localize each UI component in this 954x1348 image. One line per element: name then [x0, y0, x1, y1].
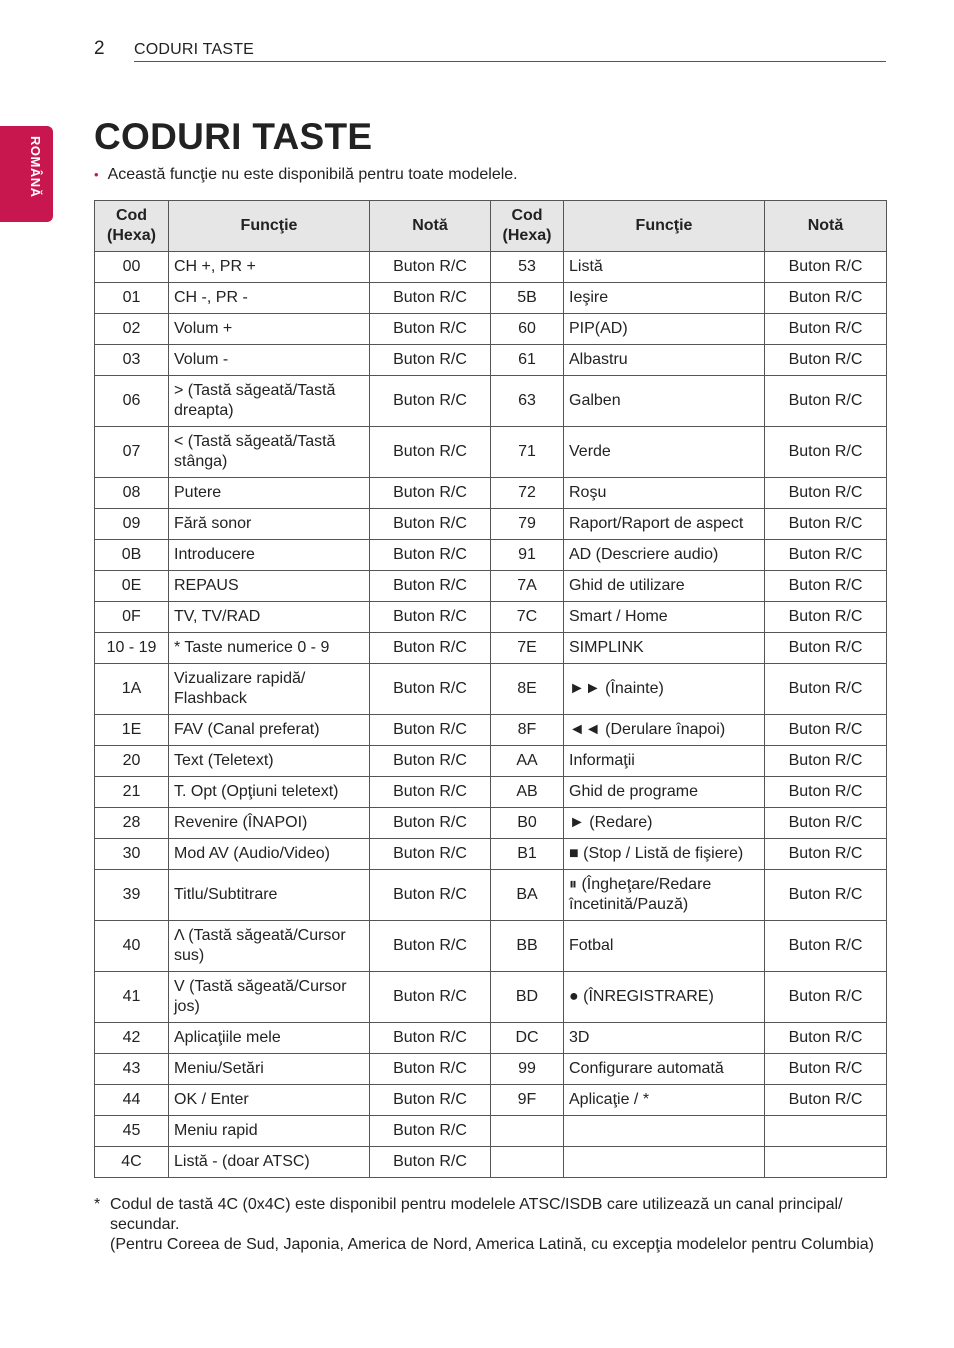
- cell-code: [491, 1147, 564, 1178]
- cell-code: 60: [491, 314, 564, 345]
- cell-note: Buton R/C: [765, 345, 887, 376]
- cell-function: Putere: [169, 478, 370, 509]
- cell-note: Buton R/C: [370, 870, 491, 921]
- cell-code: 30: [95, 839, 169, 870]
- table-row: [95, 376, 887, 427]
- cell-function: Meniu/Setări: [169, 1054, 370, 1085]
- cell-note: Buton R/C: [370, 1023, 491, 1054]
- table-row: [95, 777, 887, 808]
- cell-function: Ieşire: [564, 283, 765, 314]
- footnote: [94, 1195, 884, 1255]
- cell-code: 4C: [95, 1147, 169, 1178]
- running-header: CODURI TASTE: [134, 41, 255, 58]
- cell-function: Informaţii: [564, 746, 765, 777]
- header-note-2: Notă: [765, 201, 887, 252]
- table-row: [95, 540, 887, 571]
- cell-note: Buton R/C: [370, 1116, 491, 1147]
- cell-code: 01: [95, 283, 169, 314]
- cell-function: Vizualizare rapidă/ Flashback: [169, 664, 370, 715]
- cell-note: Buton R/C: [370, 633, 491, 664]
- cell-function: ► (Redare): [564, 808, 765, 839]
- cell-function: V (Tastă săgeată/Cursor jos): [169, 972, 370, 1023]
- cell-code: 07: [95, 427, 169, 478]
- cell-function: Fără sonor: [169, 509, 370, 540]
- cell-code: 8F: [491, 715, 564, 746]
- cell-function: ◄◄ (Derulare înapoi): [564, 715, 765, 746]
- page-number: 2: [94, 38, 105, 59]
- cell-function: Aplicaţiile mele: [169, 1023, 370, 1054]
- cell-note: Buton R/C: [765, 972, 887, 1023]
- footnote-line-2: (Pentru Coreea de Sud, Japonia, America de Nord, America Latină, cu excepţia modelelor pentru Columbia): [110, 1236, 874, 1253]
- cell-note: Buton R/C: [765, 1023, 887, 1054]
- cell-note: Buton R/C: [765, 1085, 887, 1116]
- cell-code: 79: [491, 509, 564, 540]
- table-header-row: [95, 201, 887, 252]
- cell-code: 91: [491, 540, 564, 571]
- cell-code: 0E: [95, 571, 169, 602]
- cell-code: B1: [491, 839, 564, 870]
- cell-note: Buton R/C: [370, 376, 491, 427]
- cell-code: BB: [491, 921, 564, 972]
- cell-note: Buton R/C: [765, 777, 887, 808]
- cell-function: Listă: [564, 252, 765, 283]
- cell-code: 99: [491, 1054, 564, 1085]
- cell-note: Buton R/C: [765, 509, 887, 540]
- header-note-1: Notă: [370, 201, 491, 252]
- cell-note: Buton R/C: [370, 427, 491, 478]
- cell-code: AA: [491, 746, 564, 777]
- key-codes-table: [94, 200, 887, 1178]
- cell-code: BD: [491, 972, 564, 1023]
- table-row: [95, 283, 887, 314]
- header-function-1: Funcţie: [169, 201, 370, 252]
- cell-function: Text (Teletext): [169, 746, 370, 777]
- cell-code: 7E: [491, 633, 564, 664]
- cell-function: ● (ÎNREGISTRARE): [564, 972, 765, 1023]
- cell-code: 10 - 19: [95, 633, 169, 664]
- cell-code: 7A: [491, 571, 564, 602]
- bullet-dot-icon: •: [94, 167, 99, 182]
- cell-note: Buton R/C: [370, 972, 491, 1023]
- cell-note: Buton R/C: [370, 314, 491, 345]
- header-rule: [134, 61, 886, 62]
- bullet-note: [94, 166, 518, 184]
- cell-note: Buton R/C: [765, 870, 887, 921]
- cell-note: Buton R/C: [370, 602, 491, 633]
- table-row: [95, 1147, 887, 1178]
- cell-code: 8E: [491, 664, 564, 715]
- cell-function: REPAUS: [169, 571, 370, 602]
- header-code-1: Cod (Hexa): [95, 201, 169, 252]
- cell-function: ►► (Înainte): [564, 664, 765, 715]
- table-row: [95, 509, 887, 540]
- cell-note: Buton R/C: [370, 1147, 491, 1178]
- cell-function: Verde: [564, 427, 765, 478]
- cell-note: Buton R/C: [765, 633, 887, 664]
- language-tab-label: ROMÂNĂ: [28, 136, 43, 198]
- cell-function: [564, 1116, 765, 1147]
- cell-function: Mod AV (Audio/Video): [169, 839, 370, 870]
- cell-code: 61: [491, 345, 564, 376]
- cell-code: 53: [491, 252, 564, 283]
- cell-note: Buton R/C: [765, 808, 887, 839]
- table-row: [95, 921, 887, 972]
- table-row: [95, 972, 887, 1023]
- table-row: [95, 664, 887, 715]
- cell-function: T. Opt (Opţiuni teletext): [169, 777, 370, 808]
- cell-note: Buton R/C: [765, 746, 887, 777]
- cell-note: Buton R/C: [765, 540, 887, 571]
- table-row: [95, 427, 887, 478]
- cell-code: 41: [95, 972, 169, 1023]
- table-row: [95, 252, 887, 283]
- table-row: [95, 478, 887, 509]
- cell-note: Buton R/C: [370, 664, 491, 715]
- cell-code: 71: [491, 427, 564, 478]
- cell-code: 0F: [95, 602, 169, 633]
- cell-function: Fotbal: [564, 921, 765, 972]
- cell-function: Galben: [564, 376, 765, 427]
- cell-note: Buton R/C: [765, 715, 887, 746]
- cell-function: Volum -: [169, 345, 370, 376]
- cell-note: Buton R/C: [370, 1085, 491, 1116]
- header-code-2: Cod (Hexa): [491, 201, 564, 252]
- cell-note: Buton R/C: [765, 314, 887, 345]
- cell-function: Aplicaţie / *: [564, 1085, 765, 1116]
- cell-note: Buton R/C: [765, 571, 887, 602]
- cell-function: Titlu/Subtitrare: [169, 870, 370, 921]
- cell-code: 63: [491, 376, 564, 427]
- cell-function: CH +, PR +: [169, 252, 370, 283]
- cell-code: 43: [95, 1054, 169, 1085]
- cell-code: 44: [95, 1085, 169, 1116]
- cell-note: [765, 1116, 887, 1147]
- table-row: [95, 602, 887, 633]
- cell-code: 03: [95, 345, 169, 376]
- cell-code: 5B: [491, 283, 564, 314]
- table-row: [95, 839, 887, 870]
- cell-code: BA: [491, 870, 564, 921]
- cell-code: 45: [95, 1116, 169, 1147]
- cell-code: B0: [491, 808, 564, 839]
- table-row: [95, 1085, 887, 1116]
- cell-note: Buton R/C: [370, 715, 491, 746]
- cell-function: TV, TV/RAD: [169, 602, 370, 633]
- table-row: [95, 870, 887, 921]
- cell-note: Buton R/C: [765, 1054, 887, 1085]
- table-row: [95, 345, 887, 376]
- cell-function: ■ (Stop / Listă de fişiere): [564, 839, 765, 870]
- cell-function: PIP(AD): [564, 314, 765, 345]
- cell-function: [564, 1147, 765, 1178]
- cell-function: FAV (Canal preferat): [169, 715, 370, 746]
- cell-note: Buton R/C: [370, 540, 491, 571]
- cell-code: 06: [95, 376, 169, 427]
- cell-note: Buton R/C: [765, 602, 887, 633]
- cell-code: 02: [95, 314, 169, 345]
- cell-code: 39: [95, 870, 169, 921]
- cell-function: Meniu rapid: [169, 1116, 370, 1147]
- table-row: [95, 746, 887, 777]
- cell-function: AD (Descriere audio): [564, 540, 765, 571]
- cell-code: 00: [95, 252, 169, 283]
- cell-function: 3D: [564, 1023, 765, 1054]
- footnote-line-1: Codul de tastă 4C (0x4C) este disponibil pentru modelele ATSC/ISDB care utilizează un canal principal/ secundar.: [110, 1196, 843, 1233]
- header-function-2: Funcţie: [564, 201, 765, 252]
- cell-function: Ghid de utilizare: [564, 571, 765, 602]
- cell-function: Listă - (doar ATSC): [169, 1147, 370, 1178]
- cell-note: Buton R/C: [370, 252, 491, 283]
- cell-function: Roşu: [564, 478, 765, 509]
- cell-function: Ghid de programe: [564, 777, 765, 808]
- cell-function: Raport/Raport de aspect: [564, 509, 765, 540]
- cell-note: Buton R/C: [765, 427, 887, 478]
- cell-note: Buton R/C: [765, 283, 887, 314]
- cell-code: 72: [491, 478, 564, 509]
- table-row: [95, 808, 887, 839]
- cell-code: 42: [95, 1023, 169, 1054]
- cell-code: AB: [491, 777, 564, 808]
- cell-note: Buton R/C: [370, 921, 491, 972]
- table-row: [95, 1054, 887, 1085]
- cell-note: Buton R/C: [370, 509, 491, 540]
- cell-function: Revenire (ÎNAPOI): [169, 808, 370, 839]
- language-tab: [0, 126, 53, 222]
- cell-function: Introducere: [169, 540, 370, 571]
- cell-code: 09: [95, 509, 169, 540]
- cell-note: Buton R/C: [765, 839, 887, 870]
- page-title: CODURI TASTE: [94, 116, 373, 157]
- cell-function: Configurare automată: [564, 1054, 765, 1085]
- cell-code: 1A: [95, 664, 169, 715]
- cell-function: Volum +: [169, 314, 370, 345]
- cell-note: Buton R/C: [370, 571, 491, 602]
- cell-note: Buton R/C: [370, 283, 491, 314]
- bullet-text: Această funcţie nu este disponibilă pentru toate modelele.: [107, 166, 518, 183]
- cell-note: Buton R/C: [370, 777, 491, 808]
- cell-function: SIMPLINK: [564, 633, 765, 664]
- cell-code: 08: [95, 478, 169, 509]
- cell-note: Buton R/C: [370, 345, 491, 376]
- cell-code: DC: [491, 1023, 564, 1054]
- cell-code: 40: [95, 921, 169, 972]
- cell-note: Buton R/C: [370, 746, 491, 777]
- table-row: [95, 715, 887, 746]
- cell-function: > (Tastă săgeată/Tastă dreapta): [169, 376, 370, 427]
- cell-function: ⏸ (Îngheţare/Redare încetinită/Pauză): [564, 870, 765, 921]
- table-row: [95, 633, 887, 664]
- cell-note: Buton R/C: [765, 921, 887, 972]
- cell-note: Buton R/C: [370, 1054, 491, 1085]
- cell-note: Buton R/C: [765, 478, 887, 509]
- cell-code: 0B: [95, 540, 169, 571]
- table-row: [95, 1116, 887, 1147]
- table-row: [95, 571, 887, 602]
- table-row: [95, 314, 887, 345]
- cell-function: Λ (Tastă săgeată/Cursor sus): [169, 921, 370, 972]
- cell-code: [491, 1116, 564, 1147]
- footnote-marker: *: [94, 1196, 101, 1213]
- cell-note: Buton R/C: [765, 252, 887, 283]
- cell-code: 7C: [491, 602, 564, 633]
- cell-function: Smart / Home: [564, 602, 765, 633]
- cell-code: 21: [95, 777, 169, 808]
- cell-note: Buton R/C: [765, 376, 887, 427]
- cell-note: Buton R/C: [370, 839, 491, 870]
- cell-code: 1E: [95, 715, 169, 746]
- cell-function: < (Tastă săgeată/Tastă stânga): [169, 427, 370, 478]
- cell-function: * Taste numerice 0 - 9: [169, 633, 370, 664]
- cell-note: [765, 1147, 887, 1178]
- cell-code: 28: [95, 808, 169, 839]
- cell-note: Buton R/C: [370, 808, 491, 839]
- cell-note: Buton R/C: [370, 478, 491, 509]
- cell-function: OK / Enter: [169, 1085, 370, 1116]
- cell-function: CH -, PR -: [169, 283, 370, 314]
- cell-code: 9F: [491, 1085, 564, 1116]
- table-row: [95, 1023, 887, 1054]
- cell-note: Buton R/C: [765, 664, 887, 715]
- cell-code: 20: [95, 746, 169, 777]
- cell-function: Albastru: [564, 345, 765, 376]
